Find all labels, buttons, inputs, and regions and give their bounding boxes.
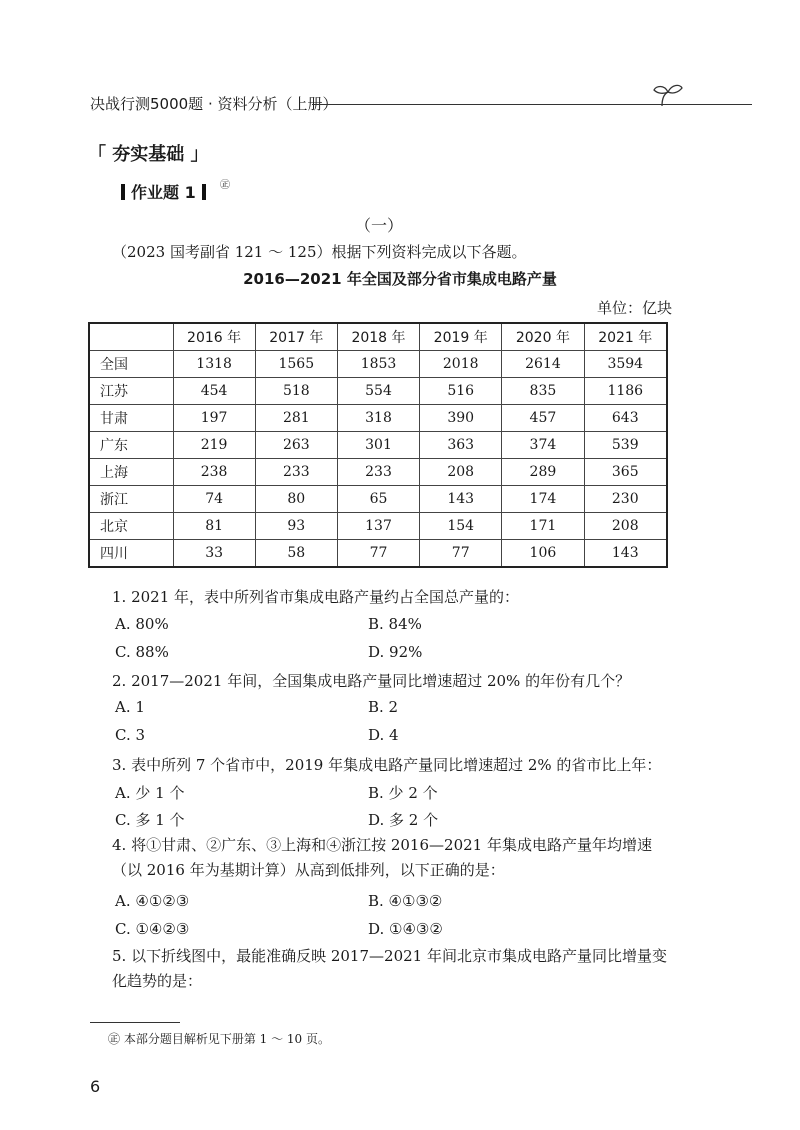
table-cell: 33 (173, 540, 255, 568)
table-header-cell (89, 323, 173, 351)
table-cell: 390 (420, 405, 502, 432)
table-cell: 1186 (584, 378, 667, 405)
table-cell: 106 (502, 540, 584, 568)
row-label: 广东 (89, 432, 173, 459)
question-3-option-a[interactable]: A. 少 1 个 (115, 784, 185, 802)
table-row (89, 513, 667, 540)
question-3-stem: 3. 表中所列 7 个省市中，2019 年集成电路产量同比增速超过 2% 的省市比上年： (112, 756, 662, 774)
table-cell: 263 (255, 432, 337, 459)
running-title: 决战行测5000题 · 资料分析（上册） (90, 95, 338, 113)
question-2-option-c[interactable]: C. 3 (115, 726, 146, 744)
table-row (89, 459, 667, 486)
footnote: ㊣ 本部分题目解析见下册第 1 ～ 10 页。 (108, 1032, 330, 1046)
table-cell: 208 (420, 459, 502, 486)
question-4-option-c[interactable]: C. ①④②③ (115, 920, 190, 938)
table-cell: 516 (420, 378, 502, 405)
table-cell: 1565 (255, 351, 337, 378)
table-cell: 643 (584, 405, 667, 432)
table-cell: 365 (584, 459, 667, 486)
table-cell: 363 (420, 432, 502, 459)
question-3-option-c[interactable]: C. 多 1 个 (115, 811, 185, 829)
table-cell: 539 (584, 432, 667, 459)
table-cell: 457 (502, 405, 584, 432)
question-3-option-b[interactable]: B. 少 2 个 (368, 784, 438, 802)
table-cell: 65 (337, 486, 419, 513)
table-cell: 318 (337, 405, 419, 432)
row-label: 北京 (89, 513, 173, 540)
table-cell: 171 (502, 513, 584, 540)
table-cell: 3594 (584, 351, 667, 378)
table-cell: 77 (337, 540, 419, 568)
row-label: 甘肃 (89, 405, 173, 432)
question-2-option-d[interactable]: D. 4 (368, 726, 399, 744)
running-header (90, 93, 680, 115)
table-cell: 174 (502, 486, 584, 513)
table-cell: 208 (584, 513, 667, 540)
table-row (89, 486, 667, 513)
question-5-stem: 5. 以下折线图中，最能准确反映 2017—2021 年间北京市集成电路产量同比增量变化趋势的是： (112, 947, 667, 990)
table-cell: 289 (502, 459, 584, 486)
table-cell: 238 (173, 459, 255, 486)
question-4-option-d[interactable]: D. ①④③② (368, 920, 443, 938)
title-bar-right (202, 184, 206, 200)
table-header-cell: 2020 年 (502, 323, 584, 351)
table-header-cell: 2019 年 (420, 323, 502, 351)
table-row (89, 405, 667, 432)
table-cell: 154 (420, 513, 502, 540)
table-cell: 137 (337, 513, 419, 540)
table-cell: 230 (584, 486, 667, 513)
row-label: 江苏 (89, 378, 173, 405)
question-4-option-a[interactable]: A. ④①②③ (115, 892, 190, 910)
table-row (89, 351, 667, 378)
table-cell: 80 (255, 486, 337, 513)
table-cell: 233 (337, 459, 419, 486)
question-1-option-c[interactable]: C. 88% (115, 643, 169, 661)
table-header-cell: 2018 年 (337, 323, 419, 351)
question-2-stem: 2. 2017—2021 年间，全国集成电路产量同比增速超过 20% 的年份有几个？ (112, 672, 631, 690)
table-cell: 454 (173, 378, 255, 405)
question-2-option-b[interactable]: B. 2 (368, 698, 399, 716)
table-cell: 554 (337, 378, 419, 405)
row-label: 四川 (89, 540, 173, 568)
homework-title (115, 180, 212, 203)
table-cell: 93 (255, 513, 337, 540)
header-rule (312, 104, 752, 105)
table-unit: 单位：亿块 (597, 299, 673, 317)
table-cell: 219 (173, 432, 255, 459)
section-title: 「 夯实基础 」 (88, 144, 209, 165)
row-label: 全国 (89, 351, 173, 378)
question-1-option-d[interactable]: D. 92% (368, 643, 423, 661)
row-label: 上海 (89, 459, 173, 486)
table-cell: 1853 (337, 351, 419, 378)
question-4-stem: 4. 将①甘肃、②广东、③上海和④浙江按 2016—2021 年集成电路产量年均增速（以 2016 年为基期计算）从高到低排列，以下正确的是： (112, 836, 652, 879)
table-cell: 281 (255, 405, 337, 432)
table-cell: 374 (502, 432, 584, 459)
table-cell: 143 (584, 540, 667, 568)
homework-title-text: 作业题 1 (131, 183, 196, 202)
table-cell: 81 (173, 513, 255, 540)
table-header-cell: 2017 年 (255, 323, 337, 351)
table-row (89, 540, 667, 568)
table-cell: 2018 (420, 351, 502, 378)
table-row (89, 432, 667, 459)
table-header-cell: 2021 年 (584, 323, 667, 351)
table-cell: 1318 (173, 351, 255, 378)
table-cell: 58 (255, 540, 337, 568)
part-number: （一） (355, 216, 404, 235)
table-cell: 74 (173, 486, 255, 513)
sprout-icon (650, 80, 686, 108)
page-number: 6 (90, 1077, 101, 1096)
row-label: 浙江 (89, 486, 173, 513)
question-1-stem: 1. 2021 年，表中所列省市集成电路产量约占全国总产量的： (112, 588, 520, 606)
question-1-option-a[interactable]: A. 80% (115, 615, 169, 633)
table-cell: 143 (420, 486, 502, 513)
table-cell: 518 (255, 378, 337, 405)
table-cell: 301 (337, 432, 419, 459)
question-1-option-b[interactable]: B. 84% (368, 615, 422, 633)
question-3-option-d[interactable]: D. 多 2 个 (368, 811, 439, 829)
table-cell: 233 (255, 459, 337, 486)
footnote-rule (90, 1022, 180, 1023)
table-cell: 2614 (502, 351, 584, 378)
title-bar-left (121, 184, 125, 200)
production-table (88, 322, 668, 568)
question-2-option-a[interactable]: A. 1 (115, 698, 145, 716)
table-header-row (89, 323, 667, 351)
table-header-cell: 2016 年 (173, 323, 255, 351)
annotation-mark-icon: ㊣ (220, 180, 230, 191)
question-4-option-b[interactable]: B. ④①③② (368, 892, 443, 910)
intro-text: （2023 国考副省 121 ～ 125）根据下列资料完成以下各题。 (112, 243, 527, 261)
table-cell: 197 (173, 405, 255, 432)
table-title: 2016—2021 年全国及部分省市集成电路产量 (243, 270, 557, 288)
table-cell: 77 (420, 540, 502, 568)
table-row (89, 378, 667, 405)
table-cell: 835 (502, 378, 584, 405)
